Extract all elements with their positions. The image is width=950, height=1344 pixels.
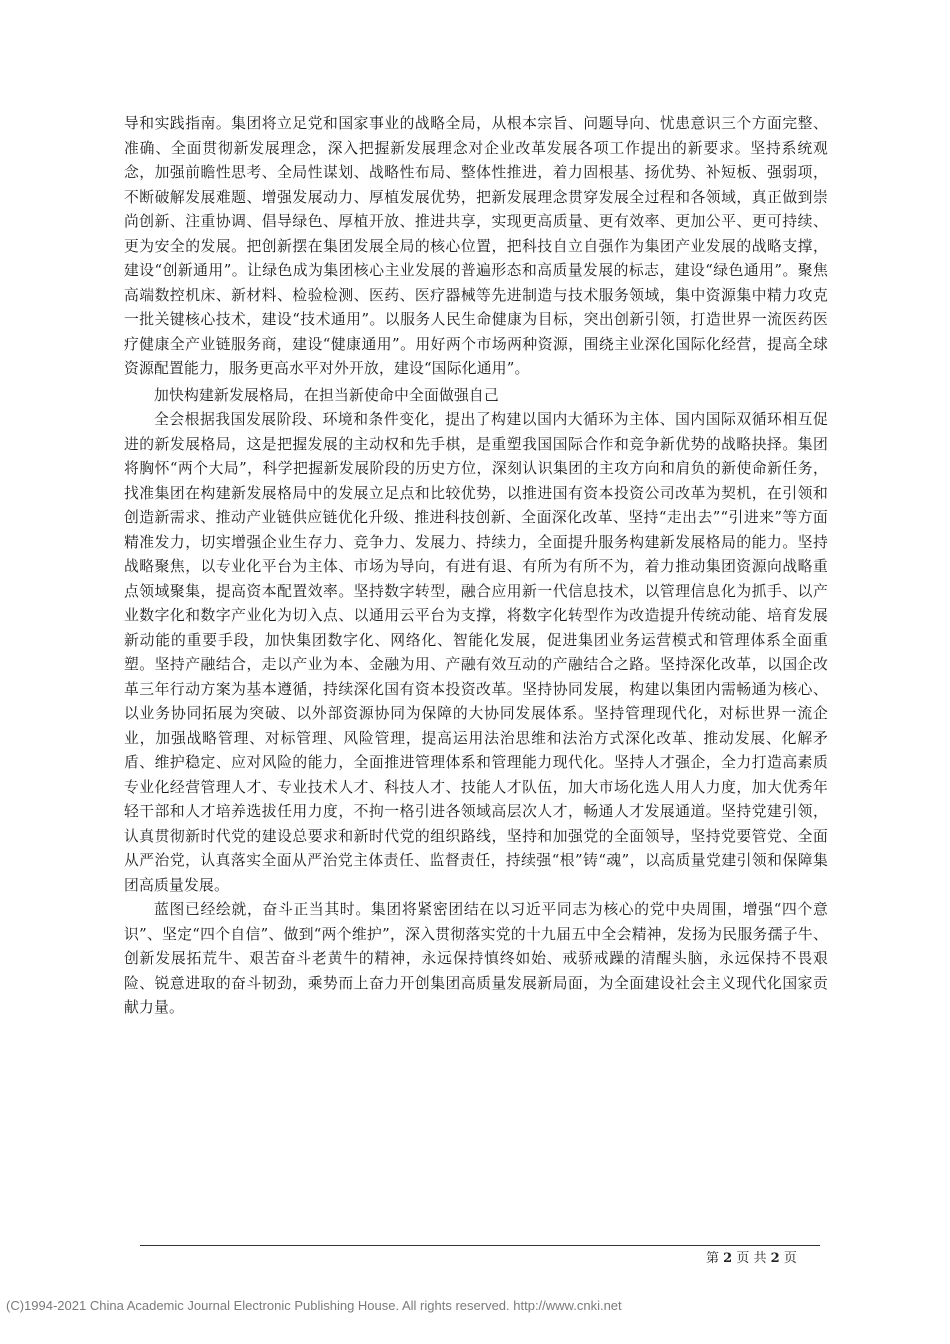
footer-divider xyxy=(140,1245,820,1246)
page-number xyxy=(706,1247,797,1266)
page-number-prefix: 第 xyxy=(706,1251,720,1266)
page-number-total: 2 xyxy=(770,1251,780,1266)
page-number-middle: 页 共 xyxy=(736,1251,767,1266)
page-number-current: 2 xyxy=(723,1251,733,1266)
copyright-watermark: (C)1994-2021 China Academic Journal Electronic Publishing House. All rights reserved. http://www.cnki.net xyxy=(6,1298,622,1313)
article-body xyxy=(124,112,828,1021)
section-heading: 加快构建新发展格局，在担当新使命中全面做强自己 xyxy=(154,386,499,404)
page-number-suffix: 页 xyxy=(783,1251,797,1266)
paragraph-new-development-pattern: 全会根据我国发展阶段、环境和条件变化，提出了构建以国内大循环为主体、国内国际双循环相互促进的新发展格局，这是把握发展的主动权和先手棋，是重塑我国国际合作和竞争新优势的战略抉择。集团将胸怀“两个大局”，科学把握新发展阶段的历史方位，深刻认识集团的主攻方向和肩负的新使命新任务，找准集团在构建新发展格局中的发展立足点和比较优势，以推进国有资本投资公司改革为契机，在引领和创造新需求、推动产业链供应链优化升级、推进科技创新、全面深化改革、坚持“走出去”“引进来”等方面精准发力，切实增强企业生存力、竞争力、发展力、持续力，全面提升服务构建新发展格局的能力。坚持战略聚焦，以专业化平台为主体、市场为导向，有进有退、有所为有所不为，着力推动集团资源向战略重点领域聚集，提高资本配置效率。坚持数字转型，融合应用新一代信息技术，以管理信息化为抓手、以产业数字化和数字产业化为切入点、以通用云平台为支撑，将数字化转型作为改造提升传统动能、培育发展新动能的重要手段，加快集团数字化、网络化、智能化发展，促进集团业务运营模式和管理体系全面重塑。坚持产融结合，走以产业为本、金融为用、产融有效互动的产融结合之路。坚持深化改革，以国企改革三年行动方案为基本遵循，持续深化国有资本投资改革。坚持协同发展，构建以集团内需畅通为核心、以业务协同拓展为突破、以外部资源协同为保障的大协同发展体系。坚持管理现代化，对标世界一流企业，加强战略管理、对标管理、风险管理，提高运用法治思维和法治方式深化改革、推动发展、化解矛盾、维护稳定、应对风险的能力，全面推进管理体系和管理能力现代化。坚持人才强企，全力打造高素质专业化经营管理人才、专业技术人才、科技人才、技能人才队伍，加大市场化选人用人力度，加大优秀年轻干部和人才培养选拔任用力度，不拘一格引进各领域高层次人才，畅通人才发展通道。坚持党建引领，认真贯彻新时代党的建设总要求和新时代党的组织路线，坚持和加强党的全面领导，坚持党要管党、全面从严治党，认真落实全面从严治党主体责任、监督责任，持续强“根”铸“魂”，以高质量党建引领和保障集团高质量发展。 xyxy=(124,411,828,894)
paragraph-conclusion: 蓝图已经绘就，奋斗正当其时。集团将紧密团结在以习近平同志为核心的党中央周围，增强“四个意识”、坚定“四个自信”、做到“两个维护”，深入贯彻落实党的十九届五中全会精神，发扬为民服务孺子牛、创新发展拓荒牛、艰苦奋斗老黄牛的精神，永远保持慎终如始、戒骄戒躁的清醒头脑，永远保持不畏艰险、锐意进取的奋斗韧劲，乘势而上奋力开创集团高质量发展新局面，为全面建设社会主义现代化国家贡献力量。 xyxy=(124,901,828,1016)
paragraph-continuation: 导和实践指南。集团将立足党和国家事业的战略全局，从根本宗旨、问题导向、忧患意识三个方面完整、准确、全面贯彻新发展理念，深入把握新发展理念对企业改革发展各项工作提出的新要求。坚持系统观念，加强前瞻性思考、全局性谋划、战略性布局、整体性推进，着力固根基、扬优势、补短板、强弱项，不断破解发展难题、增强发展动力、厚植发展优势，把新发展理念贯穿发展全过程和各领域，真正做到崇尚创新、注重协调、倡导绿色、厚植开放、推进共享，实现更高质量、更有效率、更加公平、更可持续、更为安全的发展。把创新摆在集团发展全局的核心位置，把科技自立自强作为集团产业发展的战略支撑，建设“创新通用”。让绿色成为集团核心主业发展的普遍形态和高质量发展的标志，建设“绿色通用”。聚焦高端数控机床、新材料、检验检测、医药、医疗器械等先进制造与技术服务领域，集中资源集中精力攻克一批关键核心技术，建设“技术通用”。以服务人民生命健康为目标，突出创新引领，打造世界一流医药医疗健康全产业链服务商，建设“健康通用”。用好两个市场两种资源，围绕主业深化国际化经营，提高全球资源配置能力，服务更高水平对外开放，建设“国际化通用”。 xyxy=(124,115,828,377)
